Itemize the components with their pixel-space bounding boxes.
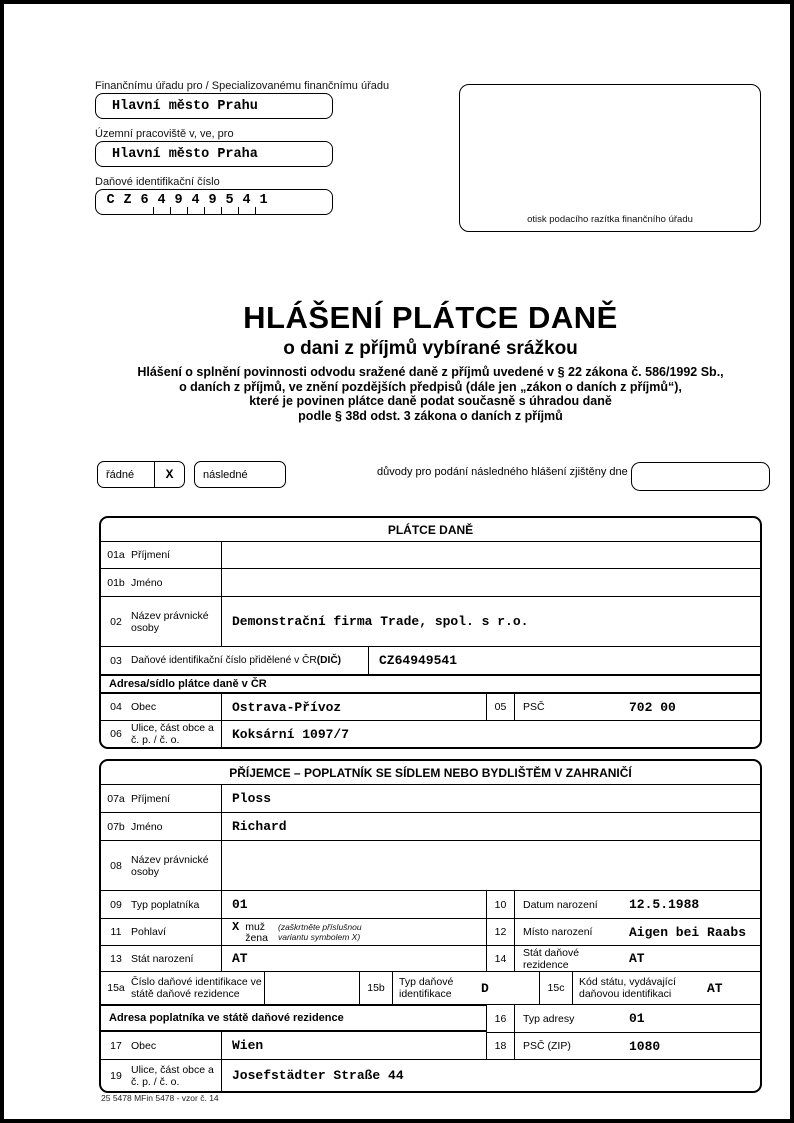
field-15b-label: Typ daňové identifikace bbox=[399, 976, 454, 1000]
field-07a-number: 07a bbox=[107, 792, 125, 805]
field-08-value[interactable] bbox=[221, 841, 760, 890]
office-value: Hlavní město Prahu bbox=[112, 98, 258, 114]
row-13-14 bbox=[101, 945, 760, 971]
workplace-label: Územní pracoviště v, ve, pro bbox=[95, 128, 234, 140]
tax-id-char: Z bbox=[123, 193, 132, 208]
row-02 bbox=[101, 596, 760, 646]
form-description-line: které je povinen plátce daně podat současně s úhradou daně bbox=[249, 394, 612, 408]
field-07a-label: Příjmení bbox=[131, 792, 171, 805]
field-12-label: Místo narození bbox=[523, 926, 593, 938]
field-06-label: Ulice, část obce a č. p. / č. o. bbox=[131, 722, 214, 746]
platce-dane-table bbox=[99, 516, 762, 749]
field-15a-value[interactable] bbox=[264, 972, 359, 1004]
tax-id-char: 4 bbox=[238, 190, 255, 214]
field-01b-value[interactable] bbox=[221, 569, 760, 596]
field-05-label: PSČ bbox=[523, 701, 545, 713]
field-10-value[interactable]: 12.5.1988 bbox=[629, 897, 700, 912]
field-08-label: Název právnické osoby bbox=[131, 853, 209, 878]
field-01b-number: 01b bbox=[107, 576, 125, 589]
field-11-number: 11 bbox=[110, 926, 122, 938]
field-01a-label: Příjmení bbox=[131, 549, 171, 561]
field-07b-label: Jméno bbox=[131, 820, 163, 833]
field-10-label: Datum narození bbox=[523, 898, 598, 911]
prijemce-table-title: PŘÍJEMCE – POPLATNÍK SE SÍDLEM NEBO BYDLIŠTĚM V ZAHRANIČÍ bbox=[229, 765, 632, 780]
row-01a bbox=[101, 541, 760, 568]
field-02-number: 02 bbox=[110, 615, 122, 628]
field-16-value[interactable]: 01 bbox=[629, 1011, 645, 1026]
gender-male-label: muž bbox=[245, 921, 266, 933]
form-code: 25 5478 MFin 5478 - vzor č. 14 bbox=[101, 1093, 219, 1103]
field-18-label: PSČ (ZIP) bbox=[523, 1040, 571, 1052]
prijemce-table bbox=[99, 759, 762, 1093]
workplace-value: Hlavní město Praha bbox=[112, 146, 258, 162]
tax-id-char: 6 bbox=[140, 193, 149, 208]
field-04-label: Obec bbox=[131, 701, 157, 713]
nasledne-checkbox[interactable] bbox=[194, 461, 286, 488]
field-05-value[interactable]: 702 00 bbox=[629, 699, 676, 715]
form-title: HLÁŠENÍ PLÁTCE DANĚ bbox=[243, 300, 618, 335]
tax-id-char: 5 bbox=[221, 190, 238, 214]
row-19 bbox=[101, 1059, 760, 1091]
title-block bbox=[99, 300, 762, 423]
field-02-label: Název právnické osoby bbox=[131, 609, 209, 634]
nasledne-label: následné bbox=[203, 468, 248, 481]
field-04-value[interactable]: Ostrava-Přívoz bbox=[221, 694, 486, 720]
field-15c-number: 15c bbox=[539, 972, 572, 1004]
tax-id-char: 4 bbox=[187, 190, 204, 214]
radne-label: řádné bbox=[106, 468, 135, 481]
row-01b bbox=[101, 568, 760, 596]
office-input[interactable] bbox=[95, 93, 333, 119]
field-15c-label: Kód státu, vydávající daňovou identifikaci bbox=[579, 976, 676, 1000]
field-18-number: 18 bbox=[487, 1033, 515, 1059]
field-15b-value[interactable]: D bbox=[481, 980, 489, 996]
field-07b-value[interactable]: Richard bbox=[221, 813, 760, 840]
field-15c-value[interactable]: AT bbox=[707, 980, 723, 996]
tax-id-char: C bbox=[106, 193, 115, 208]
tax-id-char: 1 bbox=[255, 190, 272, 214]
row-08 bbox=[101, 840, 760, 890]
tax-id-char: 9 bbox=[204, 190, 221, 214]
row-11-12 bbox=[101, 918, 760, 945]
field-15a-number: 15a bbox=[107, 982, 125, 994]
field-13-value[interactable]: AT bbox=[221, 946, 486, 971]
field-19-number: 19 bbox=[110, 1069, 122, 1082]
field-11-label: Pohlaví bbox=[131, 926, 167, 938]
field-09-number: 09 bbox=[110, 898, 122, 911]
field-15b-number: 15b bbox=[359, 972, 392, 1004]
tax-id-label: Daňové identifikační číslo bbox=[95, 176, 220, 188]
field-03-label: Daňové identifikační číslo přidělené v ČR (DIČ) bbox=[131, 655, 342, 666]
row-16 bbox=[101, 1004, 760, 1032]
row-17-18 bbox=[101, 1032, 760, 1059]
field-04-number: 04 bbox=[110, 701, 122, 713]
tax-id-char: 4 bbox=[153, 190, 170, 214]
platce-table-title: PLÁTCE DANĚ bbox=[387, 522, 474, 537]
stamp-caption: otisk podacího razítka finančního úřadu bbox=[527, 214, 693, 225]
field-14-number: 14 bbox=[487, 946, 515, 971]
field-05-number: 05 bbox=[487, 694, 515, 720]
field-01a-number: 01a bbox=[107, 549, 125, 561]
field-09-label: Typ poplatníka bbox=[131, 898, 200, 911]
field-16-number: 16 bbox=[487, 1005, 515, 1032]
field-19-value[interactable]: Josefstädter Straße 44 bbox=[221, 1060, 760, 1091]
field-16-label: Typ adresy bbox=[523, 1012, 575, 1025]
field-12-number: 12 bbox=[487, 919, 515, 945]
tax-id-input[interactable] bbox=[95, 189, 333, 215]
field-07a-value[interactable]: Ploss bbox=[221, 785, 760, 812]
field-10-number: 10 bbox=[487, 891, 515, 918]
field-17-value[interactable]: Wien bbox=[221, 1032, 486, 1059]
reasons-date-input[interactable] bbox=[631, 462, 770, 491]
field-13-number: 13 bbox=[110, 952, 122, 965]
field-19-label: Ulice, část obce a č. p. / č. o. bbox=[131, 1063, 214, 1088]
field-02-value[interactable]: Demonstrační firma Trade, spol. s r.o. bbox=[221, 597, 760, 646]
radne-mark[interactable]: X bbox=[154, 462, 184, 487]
field-08-number: 08 bbox=[110, 859, 122, 872]
form-description-line: Hlášení o splnění povinnosti odvodu sražené daně z příjmů uvedené v § 22 zákona č. 586/1992 Sb., bbox=[137, 365, 724, 379]
form-description-line: podle § 38d odst. 3 zákona o daních z příjmů bbox=[298, 408, 563, 423]
field-15a-label: Číslo daňové identifikace ve státě daňové rezidence bbox=[131, 976, 262, 1000]
field-09-value[interactable]: 01 bbox=[221, 891, 486, 918]
field-03-value[interactable]: CZ64949541 bbox=[368, 647, 760, 674]
form-subtitle: o dani z příjmů vybírané srážkou bbox=[283, 338, 578, 359]
workplace-input[interactable] bbox=[95, 141, 333, 167]
field-13-label: Stát narození bbox=[131, 952, 194, 965]
field-17-label: Obec bbox=[131, 1039, 157, 1052]
tax-id-char: 9 bbox=[170, 190, 187, 214]
row-04-05 bbox=[101, 694, 760, 720]
field-01a-value[interactable] bbox=[221, 542, 760, 568]
row-03 bbox=[101, 646, 760, 674]
gender-male-mark[interactable]: X bbox=[232, 920, 240, 934]
gender-note: (zaškrtněte příslušnou variantu symbolem X) bbox=[277, 922, 362, 942]
field-17-number: 17 bbox=[110, 1039, 122, 1052]
office-label: Finančnímu úřadu pro / Specializovanému finančnímu úřadu bbox=[95, 80, 390, 92]
row-07b bbox=[101, 812, 760, 840]
field-18-value[interactable]: 1080 bbox=[629, 1038, 661, 1054]
field-07b-number: 07b bbox=[107, 820, 125, 833]
field-11-gender-value[interactable] bbox=[221, 919, 486, 945]
field-06-number: 06 bbox=[110, 728, 122, 740]
row-09-10 bbox=[101, 890, 760, 918]
form-description-line: o daních z příjmů, ve znění pozdějších předpisů (dále jen „zákon o daních z příjmů“), bbox=[179, 379, 682, 394]
platce-address-section-header: Adresa/sídlo plátce daně v ČR bbox=[101, 674, 760, 694]
field-06-value[interactable]: Koksární 1097/7 bbox=[221, 721, 760, 747]
reasons-label: důvody pro podání následného hlášení zjištěny dne bbox=[377, 466, 628, 478]
field-03-number: 03 bbox=[110, 654, 122, 667]
stamp-box bbox=[459, 84, 761, 232]
field-14-label: Stát daňové rezidence bbox=[523, 946, 580, 971]
gender-female-label: žena bbox=[245, 932, 268, 944]
row-06 bbox=[101, 720, 760, 747]
radne-checkbox[interactable] bbox=[97, 461, 185, 488]
field-12-value[interactable]: Aigen bei Raabs bbox=[629, 924, 747, 940]
row-15 bbox=[101, 971, 760, 1004]
field-14-value[interactable]: AT bbox=[629, 951, 645, 966]
row-07a bbox=[101, 784, 760, 812]
field-01b-label: Jméno bbox=[131, 576, 163, 589]
prijemce-address-section-header: Adresa poplatníka ve státě daňové rezidence bbox=[101, 1004, 486, 1032]
